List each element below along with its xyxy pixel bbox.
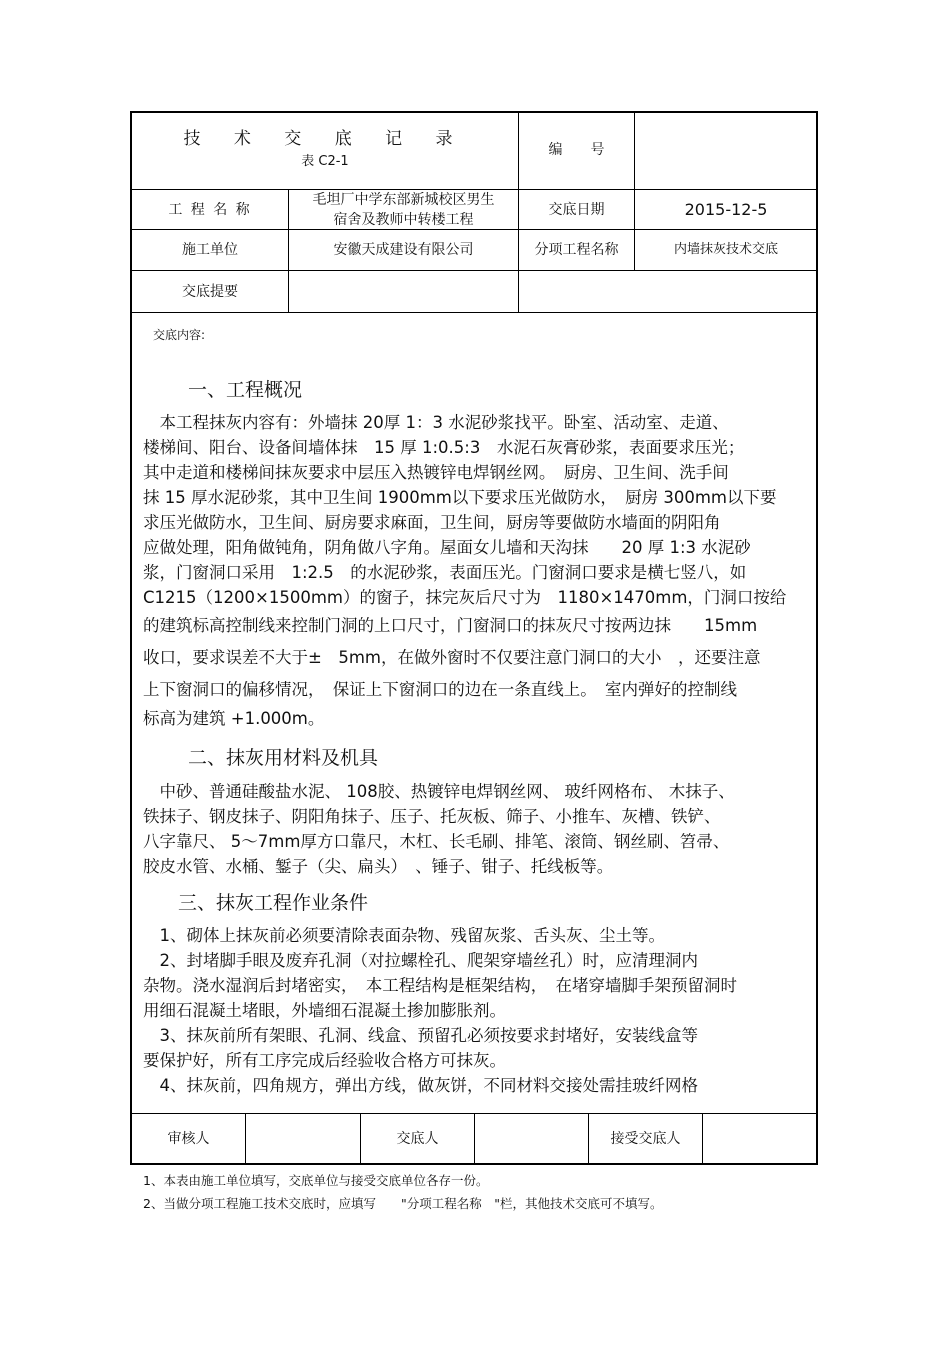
contractor-label: 施工单位 bbox=[182, 242, 238, 258]
date-label: 交底日期 bbox=[548, 201, 605, 218]
section-1-line: 本工程抹灰内容有：外墙抹 20厚 1：3 水泥砂浆找平。卧室、活动室、走道、 bbox=[143, 413, 729, 432]
section-1-line: 抹 15 厚水泥砂浆，其中卫生间 1900mm以下要求压光做防水， 厨房 300mm以下要 bbox=[143, 488, 777, 507]
section-1-title: 一、工程概况 bbox=[188, 379, 303, 401]
project-name-label: 工 程 名 称 bbox=[168, 201, 252, 218]
section-3-line: 要保护好，所有工序完成后经验收合格方可抹灰。 bbox=[143, 1051, 506, 1070]
footnote: 2、当做分项工程施工技术交底时，应填写 "分项工程名称 "栏，其他技术交底可不填写。 bbox=[143, 1196, 663, 1211]
section-3-body bbox=[143, 923, 815, 1098]
section-1-line: 其中走道和楼梯间抹灰要求中层压入热镀锌电焊钢丝网。 厨房、卫生间、洗手间 bbox=[143, 463, 729, 482]
content-label: 交底内容: bbox=[153, 328, 206, 342]
row-divider bbox=[130, 312, 818, 313]
section-3-line: 用细石混凝土堵眼，外墙细石混凝土掺加膨胀剂。 bbox=[143, 1001, 506, 1020]
footnote: 1、本表由施工单位填写，交底单位与接受交底单位各存一份。 bbox=[143, 1173, 489, 1188]
section-1-line: 标高为建筑 +1.000m。 bbox=[143, 709, 325, 728]
section-1-line: 应做处理，阳角做钝角，阴角做八字角。屋面女儿墙和天沟抹 20 厚 1:3 水泥砂 bbox=[143, 538, 751, 557]
section-1-line: C1215（1200×1500mm）的窗子，抹完灰后尺寸为 1180×1470mm，门洞口按给 bbox=[143, 588, 787, 607]
section-1-line: 楼梯间、阳台、设备间墙体抹 15 厚 1:0.5:3 水泥石灰膏砂浆，表面要求压光； bbox=[143, 438, 745, 457]
section-1-line: 收口，要求误差不大于± 5mm，在做外窗时不仅要注意门洞口的大小 ，还要注意 bbox=[143, 648, 761, 667]
summary-value[interactable] bbox=[289, 271, 816, 312]
summary-label: 交底提要 bbox=[182, 283, 238, 300]
section-1-line: 浆，门窗洞口采用 1:2.5 的水泥砂浆，表面压光。门窗洞口要求是横七竖八，如 bbox=[143, 563, 747, 582]
discloser-value[interactable] bbox=[475, 1114, 588, 1164]
reviewer-value[interactable] bbox=[246, 1114, 360, 1164]
receiver-value[interactable] bbox=[703, 1114, 816, 1164]
subproject-label: 分项工程名称 bbox=[534, 242, 619, 258]
subproject-value: 内墙抹灰技术交底 bbox=[673, 242, 778, 257]
form-title: 技 术 交 底 记 录 bbox=[183, 129, 467, 149]
number-value[interactable] bbox=[636, 111, 816, 189]
section-1-line: 的建筑标高控制线来控制门洞的上口尺寸，门窗洞口的抹灰尺寸按两边抹 15mm bbox=[143, 616, 758, 635]
section-2-line: 胶皮水管、水桶、錾子（尖、扁头） 、锤子、钳子、托线板等。 bbox=[143, 857, 614, 876]
section-3-line: 3、抹灰前所有架眼、孔洞、线盒、预留孔必须按要求封堵好，安装线盒等 bbox=[143, 1026, 698, 1045]
section-2-line: 八字靠尺、 5～7mm厚方口靠尺，木杠、长毛刷、排笔、滚筒、钢丝刷、笤帚、 bbox=[143, 832, 730, 851]
section-3-line: 1、砌体上抹灰前必须要清除表面杂物、残留灰浆、舌头灰、尘土等。 bbox=[143, 926, 665, 945]
section-2-line: 铁抹子、钢皮抹子、阴阳角抹子、压子、托灰板、筛子、小推车、灰槽、铁铲、 bbox=[143, 807, 721, 826]
section-3-line: 杂物。浇水湿润后封堵密实， 本工程结构是框架结构， 在堵穿墙脚手架预留洞时 bbox=[143, 976, 737, 995]
section-2-line: 中砂、普通硅酸盐水泥、 108胶、热镀锌电焊钢丝网、 玻纤网格布、 木抹子、 bbox=[143, 782, 735, 801]
date-value: 2015-12-5 bbox=[684, 199, 768, 219]
table-number: 表 C2-1 bbox=[301, 154, 349, 169]
section-1-line: 求压光做防水，卫生间、厨房要求麻面，卫生间，厨房等要做防水墙面的阴阳角 bbox=[143, 513, 721, 532]
contractor-value: 安徽天成建设有限公司 bbox=[333, 242, 474, 258]
section-1-body bbox=[143, 410, 815, 731]
receiver-label: 接受交底人 bbox=[610, 1131, 681, 1147]
disclosure-content bbox=[143, 318, 815, 1098]
number-label: 编 号 bbox=[548, 142, 605, 158]
section-3-line: 4、抹灰前，四角规方，弹出方线，做灰饼，不同材料交接处需挂玻纤网格 bbox=[143, 1076, 698, 1095]
section-2-title: 二、抹灰用材料及机具 bbox=[188, 747, 379, 769]
reviewer-label: 审核人 bbox=[167, 1131, 210, 1147]
project-name-line-2: 宿舍及教师中转楼工程 bbox=[333, 211, 474, 228]
col-divider bbox=[634, 111, 635, 271]
discloser-label: 交底人 bbox=[396, 1131, 439, 1147]
project-name-line-1: 毛坦厂中学东部新城校区男生 bbox=[312, 191, 495, 208]
section-3-title: 三、抹灰工程作业条件 bbox=[178, 892, 369, 914]
section-3-line: 2、封堵脚手眼及废弃孔洞（对拉螺栓孔、爬架穿墙丝孔）时，应清理洞内 bbox=[143, 951, 698, 970]
section-1-line: 上下窗洞口的偏移情况， 保证上下窗洞口的边在一条直线上。 室内弹好的控制线 bbox=[143, 680, 737, 699]
section-2-body bbox=[143, 779, 815, 879]
project-name-value bbox=[289, 190, 518, 229]
